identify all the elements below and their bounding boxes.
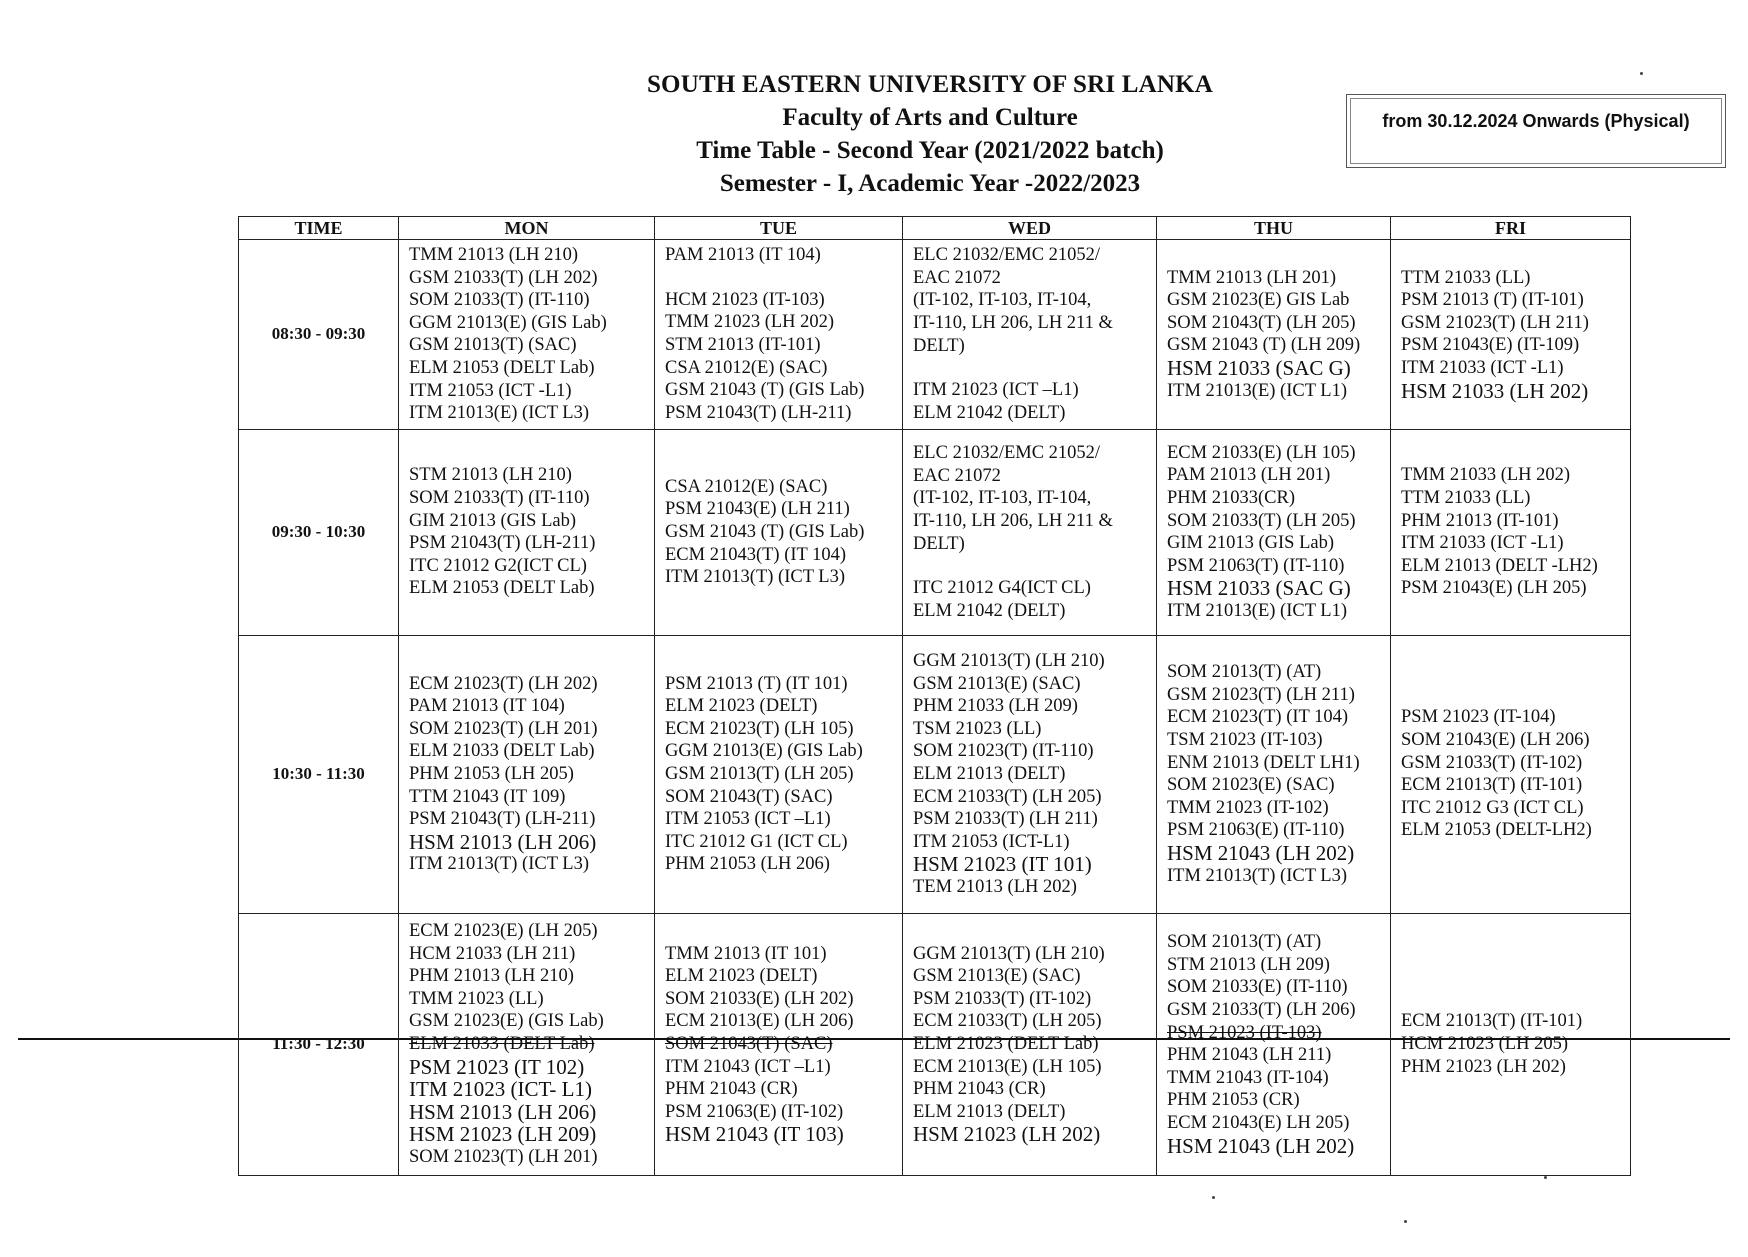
course-entry: TSM 21023 (IT-103) — [1167, 730, 1323, 751]
course-entry: TMM 21013 (LH 201) — [1167, 267, 1337, 288]
course-entry: GSM 21043 (T) (GIS Lab) — [665, 521, 865, 542]
course-entry: ITM 21033 (ICT -L1) — [1401, 357, 1564, 378]
course-entry: ELM 21053 (DELT Lab) — [409, 357, 595, 378]
course-entry: PHM 21013 (LH 210) — [409, 966, 574, 987]
course-entry: HSM 21013 (LH 206) — [409, 829, 597, 854]
course-entry: ITC 21012 G4(ICT CL) — [913, 578, 1091, 599]
course-entry: DELT) — [913, 335, 965, 356]
scan-speck — [1212, 1196, 1215, 1199]
course-entry — [913, 357, 1156, 379]
course-entry: TTM 21033 (LL) — [1401, 488, 1531, 509]
course-entry: EAC 21072 — [913, 267, 1001, 288]
course-entry: ECM 21013(T) (IT-101) — [1401, 1011, 1583, 1032]
course-entry: PSM 21063(E) (IT-102) — [665, 1101, 844, 1122]
course-entry: ECM 21033(E) (LH 105) — [1167, 442, 1356, 463]
course-entry: ITM 21043 (ICT –L1) — [665, 1056, 831, 1077]
course-entry: GIM 21013 (GIS Lab) — [1167, 533, 1334, 554]
course-entry: STM 21013 (LH 210) — [409, 465, 572, 486]
cell-wed — [903, 240, 1157, 430]
course-entry: HSM 21043 (LH 202) — [1167, 841, 1355, 866]
course-entry: GSM 21033(T) (LH 202) — [409, 267, 598, 288]
course-entry: PHM 21053 (LH 206) — [665, 854, 830, 875]
course-entry: ELM 21013 (DELT) — [913, 1101, 1066, 1122]
course-entry: SOM 21043(T) (SAC) — [665, 786, 833, 807]
col-header-wed: WED — [903, 217, 1157, 240]
course-entry: PHM 21043 (CR) — [665, 1079, 798, 1100]
course-entry: PSM 21013 (T) (IT 101) — [665, 673, 848, 694]
course-entry: SOM 21023(T) (LH 201) — [409, 1146, 598, 1167]
course-entry: HSM 21023 (LH 202) — [913, 1122, 1101, 1147]
course-entry: (IT-102, IT-103, IT-104, — [913, 290, 1092, 311]
course-entry: CSA 21012(E) (SAC) — [665, 476, 828, 497]
course-entry: ELM 21013 (DELT) — [913, 763, 1066, 784]
time-slot-label: 11:30 - 12:30 — [239, 913, 399, 1175]
course-entry: TMM 21043 (IT-104) — [1167, 1067, 1329, 1088]
course-entry: SOM 21033(T) (IT-110) — [409, 488, 590, 509]
course-entry: TMM 21023 (LL) — [409, 988, 544, 1009]
course-entry: GGM 21013(T) (LH 210) — [913, 943, 1105, 964]
university-name: SOUTH EASTERN UNIVERSITY OF SRI LANKA — [646, 71, 1214, 98]
course-entry: ECM 21023(T) (LH 105) — [665, 718, 854, 739]
course-entry: SOM 21033(E) (IT-110) — [1167, 977, 1348, 998]
course-entry: PSM 21063(E) (IT-110) — [1167, 820, 1345, 841]
course-entry: GSM 21013(E) (SAC) — [913, 673, 1081, 694]
cell-tue — [655, 913, 903, 1175]
course-entry: PHM 21043 (CR) — [913, 1079, 1046, 1100]
course-entry: PSM 21033(T) (IT-102) — [913, 988, 1092, 1009]
course-entry: ITC 21012 G2(ICT CL) — [409, 555, 587, 576]
course-entry: ELM 21053 (DELT-LH2) — [1401, 820, 1592, 841]
col-header-tue: TUE — [655, 217, 903, 240]
course-entry — [665, 267, 902, 289]
course-entry: TTM 21043 (IT 109) — [409, 786, 566, 807]
course-entry: ITM 21013(E) (ICT L1) — [1167, 601, 1347, 622]
course-entry: HSM 21013 (LH 206) — [409, 1099, 597, 1124]
course-entry: PSM 21043(T) (LH-211) — [665, 402, 852, 423]
course-entry: GSM 21013(T) (SAC) — [409, 335, 577, 356]
course-entry: ELM 21023 (DELT) — [665, 696, 818, 717]
faculty-name: Faculty of Arts and Culture — [782, 104, 1078, 131]
cell-wed — [903, 635, 1157, 913]
cell-fri — [1391, 429, 1631, 635]
cell-mon — [399, 240, 655, 430]
course-entry: ITC 21012 G1 (ICT CL) — [665, 831, 848, 852]
course-entry: ITM 21023 (ICT- L1) — [409, 1077, 592, 1102]
course-entry: ELM 21033 (DELT Lab) — [409, 741, 595, 762]
cell-tue — [655, 240, 903, 430]
course-entry: SOM 21033(T) (IT-110) — [409, 290, 590, 311]
cell-fri — [1391, 635, 1631, 913]
course-entry: PSM 21033(T) (LH 211) — [913, 809, 1098, 830]
time-slot-row — [239, 913, 1631, 1175]
course-entry: PSM 21043(E) (LH 211) — [665, 499, 850, 520]
course-entry: TSM 21023 (LL) — [913, 718, 1042, 739]
course-entry: PAM 21013 (IT 104) — [665, 245, 821, 266]
course-entry: HSM 21043 (IT 103) — [665, 1122, 844, 1147]
cell-thu — [1157, 913, 1391, 1175]
course-entry — [913, 555, 1156, 577]
course-entry: TMM 21013 (LH 210) — [409, 245, 579, 265]
course-entry: ECM 21033(T) (LH 205) — [913, 786, 1102, 807]
course-entry: ELM 21013 (DELT -LH2) — [1401, 555, 1598, 576]
course-entry: SOM 21013(T) (AT) — [1167, 662, 1322, 683]
time-slot-label: 08:30 - 09:30 — [239, 240, 399, 430]
course-entry: ELM 21053 (DELT Lab) — [409, 578, 595, 599]
horizontal-rule — [18, 1038, 1730, 1040]
course-entry: PHM 21023 (LH 202) — [1401, 1056, 1566, 1077]
course-entry: ECM 21013(E) (LH 105) — [913, 1056, 1102, 1077]
timetable — [238, 216, 1631, 1176]
col-header-fri: FRI — [1391, 217, 1631, 240]
timetable-title: Time Table - Second Year (2021/2022 batch) — [696, 137, 1164, 164]
course-entry: GSM 21023(T) (LH 211) — [1167, 684, 1355, 705]
scan-speck — [1544, 1176, 1547, 1179]
course-entry: GSM 21023(E) (GIS Lab) — [409, 1011, 604, 1032]
course-entry: PHM 21033(CR) — [1167, 488, 1295, 509]
course-entry: ITM 21013(E) (ICT L1) — [1167, 380, 1347, 401]
course-entry: ITM 21053 (ICT-L1) — [913, 831, 1070, 852]
course-entry: SOM 21043(E) (LH 206) — [1401, 730, 1590, 751]
course-entry: PSM 21023 (IT 102) — [409, 1054, 585, 1079]
course-entry: PHM 21043 (LH 211) — [1167, 1045, 1332, 1066]
scan-speck — [1640, 72, 1643, 75]
course-entry: SOM 21033(E) (LH 202) — [665, 988, 854, 1009]
course-entry: SOM 21023(T) (IT-110) — [913, 741, 1094, 762]
course-entry: TMM 21033 (LH 202) — [1401, 465, 1571, 486]
time-slot-label: 10:30 - 11:30 — [239, 635, 399, 913]
header-row — [239, 217, 1631, 240]
course-entry: ITM 21013(E) (ICT L3) — [409, 403, 589, 424]
col-header-thu: THU — [1157, 217, 1391, 240]
course-entry: ENM 21013 (DELT LH1) — [1167, 752, 1360, 773]
time-slot-label: 09:30 - 10:30 — [239, 429, 399, 635]
course-entry: SOM 21033(T) (LH 205) — [1167, 510, 1356, 531]
course-entry: ITM 21023 (ICT –L1) — [913, 380, 1079, 401]
course-entry: ELM 21023 (DELT Lab) — [913, 1033, 1099, 1054]
course-entry: SOM 21043(T) (SAC) — [665, 1033, 833, 1054]
course-entry: ITM 21013(T) (ICT L3) — [1167, 865, 1347, 886]
semester-line: Semester - I, Academic Year -2022/2023 — [719, 170, 1141, 197]
course-entry: TMM 21023 (IT-102) — [1167, 797, 1329, 818]
course-entry: ITC 21012 G3 (ICT CL) — [1401, 797, 1584, 818]
course-entry: HCM 21033 (LH 211) — [409, 943, 576, 964]
course-entry: HCM 21023 (IT-103) — [665, 289, 825, 310]
course-entry: ELC 21032/EMC 21052/ — [913, 443, 1101, 464]
course-entry: GSM 21023(E) GIS Lab — [1167, 290, 1350, 311]
scan-speck — [1404, 1220, 1407, 1223]
course-entry: ELM 21033 (DELT Lab) — [409, 1033, 595, 1054]
course-entry: PHM 21053 (LH 205) — [409, 763, 574, 784]
course-entry: ITM 21013(T) (ICT L3) — [665, 567, 845, 588]
course-entry: HSM 21023 (IT 101) — [913, 852, 1092, 877]
course-entry: ITM 21013(T) (ICT L3) — [409, 854, 589, 875]
course-entry: TMM 21013 (IT 101) — [665, 943, 827, 964]
course-entry: ECM 21023(T) (IT 104) — [1167, 707, 1349, 728]
course-entry: PHM 21013 (IT-101) — [1401, 510, 1559, 531]
course-entry: CSA 21012(E) (SAC) — [665, 357, 828, 378]
course-entry: GSM 21033(T) (IT-102) — [1401, 752, 1583, 773]
cell-mon — [399, 635, 655, 913]
document-header — [540, 68, 1320, 200]
course-entry: PAM 21013 (LH 201) — [1167, 465, 1331, 486]
course-entry: GGM 21013(E) (GIS Lab) — [665, 741, 863, 762]
course-entry: EAC 21072 — [913, 465, 1001, 486]
cell-wed — [903, 429, 1157, 635]
course-entry: TEM 21013 (LH 202) — [913, 876, 1077, 897]
course-entry: PSM 21023 (IT-103) — [1167, 1022, 1322, 1043]
course-entry: ELM 21023 (DELT) — [665, 966, 818, 987]
course-entry: PSM 21043(E) (IT-109) — [1401, 335, 1580, 356]
course-entry: PSM 21043(T) (LH-211) — [409, 809, 596, 830]
course-entry: GSM 21023(T) (LH 211) — [1401, 312, 1589, 333]
course-entry: SOM 21043(T) (LH 205) — [1167, 312, 1356, 333]
course-entry: ITM 21033 (ICT -L1) — [1401, 533, 1564, 554]
course-entry: GGM 21013(T) (LH 210) — [913, 650, 1105, 671]
course-entry: TTM 21033 (LL) — [1401, 267, 1531, 288]
course-entry: GSM 21013(T) (LH 205) — [665, 763, 854, 784]
course-entry: HSM 21033 (SAC G) — [1167, 576, 1351, 601]
course-entry: PSM 21043(E) (LH 205) — [1401, 578, 1587, 599]
course-entry: SOM 21013(T) (AT) — [1167, 932, 1322, 953]
time-slot-row — [239, 429, 1631, 635]
course-entry: ELM 21042 (DELT) — [913, 402, 1066, 423]
course-entry: ECM 21023(E) (LH 205) — [409, 920, 598, 941]
effective-date-text: from 30.12.2024 Onwards (Physical) — [1382, 111, 1690, 131]
course-entry: PHM 21033 (LH 209) — [913, 696, 1078, 717]
course-entry: ITM 21053 (ICT -L1) — [409, 380, 572, 401]
time-slot-row — [239, 240, 1631, 430]
course-entry: HSM 21033 (LH 202) — [1401, 378, 1589, 403]
course-entry: GIM 21013 (GIS Lab) — [409, 510, 576, 531]
course-entry: STM 21013 (LH 209) — [1167, 954, 1330, 975]
cell-tue — [655, 635, 903, 913]
cell-thu — [1157, 429, 1391, 635]
course-entry: HCM 21023 (LH 205) — [1401, 1033, 1569, 1054]
effective-date-box — [1346, 94, 1726, 168]
course-entry: GSM 21033(T) (LH 206) — [1167, 1000, 1356, 1021]
course-entry: SOM 21023(T) (LH 201) — [409, 718, 598, 739]
course-entry: ITM 21053 (ICT –L1) — [665, 809, 831, 830]
cell-mon — [399, 913, 655, 1175]
course-entry: ELM 21042 (DELT) — [913, 600, 1066, 621]
cell-mon — [399, 429, 655, 635]
course-entry: STM 21013 (IT-101) — [665, 335, 821, 356]
course-entry: (IT-102, IT-103, IT-104, — [913, 488, 1092, 509]
course-entry: ECM 21013(T) (IT-101) — [1401, 775, 1583, 796]
course-entry: ECM 21043(T) (IT 104) — [665, 544, 847, 565]
col-header-mon: MON — [399, 217, 655, 240]
cell-fri — [1391, 240, 1631, 430]
cell-wed — [903, 913, 1157, 1175]
course-entry: PAM 21013 (IT 104) — [409, 696, 565, 717]
course-entry: ECM 21033(T) (LH 205) — [913, 1011, 1102, 1032]
course-entry: IT-110, LH 206, LH 211 & — [913, 313, 1113, 334]
course-entry: HSM 21043 (LH 202) — [1167, 1133, 1355, 1158]
course-entry: GGM 21013(E) (GIS Lab) — [409, 312, 607, 333]
course-entry: IT-110, LH 206, LH 211 & — [913, 510, 1113, 531]
course-entry: DELT) — [913, 533, 965, 554]
course-entry: ECM 21043(E) LH 205) — [1167, 1113, 1350, 1134]
course-entry: GSM 21013(E) (SAC) — [913, 966, 1081, 987]
course-entry: PSM 21023 (IT-104) — [1401, 707, 1556, 728]
course-entry: ECM 21023(T) (LH 202) — [409, 673, 598, 694]
cell-fri — [1391, 913, 1631, 1175]
course-entry: SOM 21023(E) (SAC) — [1167, 775, 1335, 796]
course-entry: GSM 21043 (T) (LH 209) — [1167, 335, 1361, 356]
course-entry: HSM 21033 (SAC G) — [1167, 355, 1351, 380]
time-slot-row — [239, 635, 1631, 913]
col-header-time: TIME — [239, 217, 399, 240]
course-entry: ECM 21013(E) (LH 206) — [665, 1011, 854, 1032]
course-entry: TMM 21023 (LH 202) — [665, 312, 835, 333]
course-entry: PHM 21053 (CR) — [1167, 1090, 1300, 1111]
course-entry: PSM 21063(T) (IT-110) — [1167, 555, 1345, 576]
cell-thu — [1157, 240, 1391, 430]
course-entry: PSM 21013 (T) (IT-101) — [1401, 290, 1584, 311]
cell-thu — [1157, 635, 1391, 913]
cell-tue — [655, 429, 903, 635]
course-entry: PSM 21043(T) (LH-211) — [409, 533, 596, 554]
course-entry: ELC 21032/EMC 21052/ — [913, 245, 1101, 266]
course-entry: GSM 21043 (T) (GIS Lab) — [665, 380, 865, 401]
course-entry: HSM 21023 (LH 209) — [409, 1122, 597, 1147]
